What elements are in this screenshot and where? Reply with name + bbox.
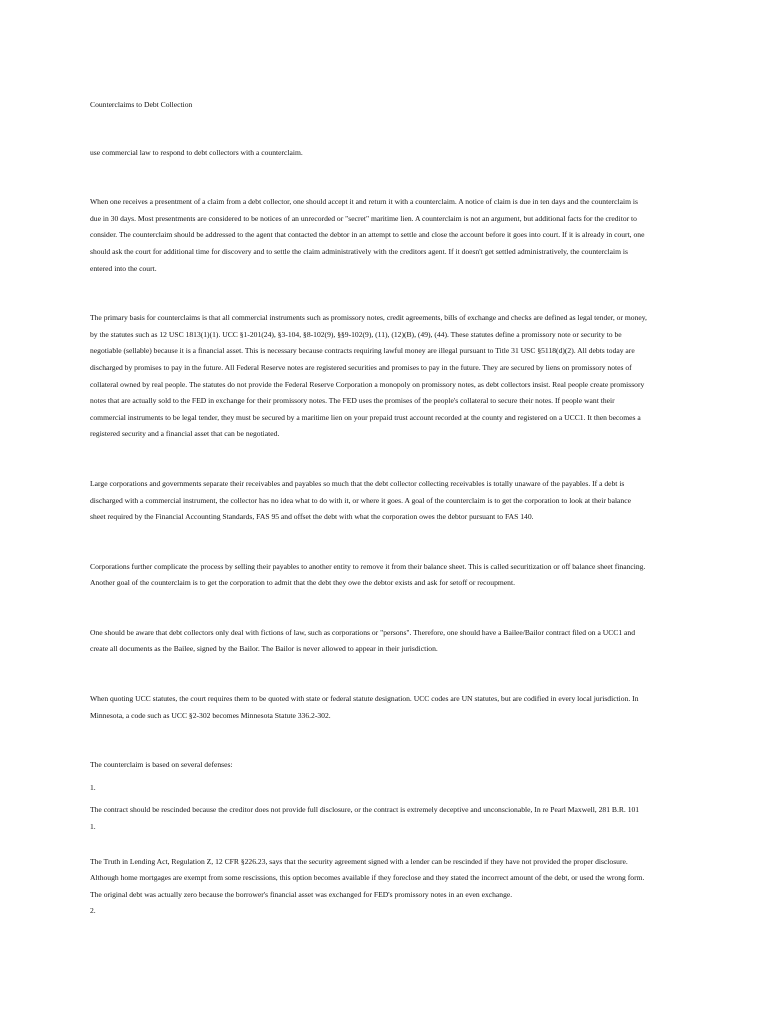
paragraph-ucc-statutes bbox=[90, 691, 680, 724]
paragraph-defenses-intro bbox=[90, 757, 680, 774]
text-line: notes that are actually sold to the FED in exchange for their promissory notes. The FED uses the promises of the people's collateral to secure their notes. If people want their bbox=[90, 396, 615, 406]
text-line: The original debt was actually zero because the borrower's financial asset was exchanged for FED's promissory notes in an even exchange. bbox=[90, 889, 513, 899]
text-line: discharged with a commercial instrument, the collector has no idea what to do with it, or where it goes. A goal of the counterclaim is to get the corporation to look at their balance bbox=[90, 495, 631, 505]
list-number-1 bbox=[90, 780, 680, 797]
text-line: 2. bbox=[90, 906, 96, 916]
text-line: Minnesota, a code such as UCC §2-302 becomes Minnesota Statute 336.2-302. bbox=[90, 710, 331, 720]
text-line: The primary basis for counterclaims is that all commercial instruments such as promissory notes, credit agreements, bills of exchange and checks are defined as legal tender, or money, bbox=[90, 313, 647, 323]
document-page bbox=[90, 97, 680, 926]
paragraph-primary-basis bbox=[90, 310, 680, 443]
text-line: due in 30 days. Most presentments are considered to be notices of an unrecorded or "secret" maritime lien. A counterclaim is not an argument, but additional facts for the creditor to bbox=[90, 213, 637, 223]
text-line: should ask the court for additional time for discovery and to settle the claim administratively with the creditors agent. If it doesn't get settled administratively, the counterclaim is bbox=[90, 246, 628, 256]
text-line: The counterclaim is based on several defenses: bbox=[90, 760, 233, 770]
text-line: Corporations further complicate the process by selling their payables to another entity to remove it from their balance sheet. This is called securitization or off balance sheet financing. bbox=[90, 561, 646, 571]
text-line: registered security and a financial asset that can be negotiated. bbox=[90, 429, 280, 439]
text-line: 1. bbox=[90, 822, 96, 832]
text-line: create all documents as the Bailee, signed by the Bailor. The Bailor is never allowed to appear in their jurisdiction. bbox=[90, 644, 438, 654]
text-line: negotiable (sellable) because it is a financial asset. This is necessary because contracts requiring lawful money are illegal pursuant to Title 31 USC §5118(d)(2). All debts today are bbox=[90, 346, 635, 356]
text-line: commercial instruments to be legal tender, they must be secured by a maritime lien on your prepaid trust account recorded at the county and registered on a UCC1. It then becomes a bbox=[90, 412, 641, 422]
document-title: Counterclaims to Debt Collection bbox=[90, 100, 193, 109]
text-line: The contract should be rescinded because the creditor does not provide full disclosure, or the contract is extremely deceptive and unconscionable, In re Pearl Maxwell, 281 B.R. 101 bbox=[90, 805, 640, 815]
text-line: Another goal of the counterclaim is to get the corporation to admit that the debt they owe the debtor exists and ask for setoff or recoupment. bbox=[90, 578, 515, 588]
paragraph-large-corporations bbox=[90, 476, 680, 526]
paragraph-truth-in-lending bbox=[90, 854, 680, 920]
text-line: discharged by promises to pay in the future. All Federal Reserve notes are registered securities and promises to pay in the future. They are secured by liens on promissory notes of bbox=[90, 362, 632, 372]
paragraph-rescission bbox=[90, 802, 680, 835]
text-line: When one receives a presentment of a claim from a debt collector, one should accept it and return it with a counterclaim. A notice of claim is due in ten days and the counterclaim is bbox=[90, 197, 638, 207]
text-line: by the statutes such as 12 USC 1813(1)(1). UCC §1-201(24), §3-104, §8-102(9), §§9-102(9), (11), (12)(B), (49), (44). These statutes define a promissory note or security to be bbox=[90, 329, 622, 339]
text-line: One should be aware that debt collectors only deal with fictions of law, such as corporations or "persons". Therefore, one should have a Bailee/Bailor contract filed on a UCC1 and bbox=[90, 627, 635, 637]
intro-line: use commercial law to respond to debt collectors with a counterclaim. bbox=[90, 147, 303, 157]
text-line: sheet required by the Financial Accounting Standards, FAS 95 and offset the debt with what the corporation owes the debtor pursuant to FAS 140. bbox=[90, 512, 534, 522]
text-line: collateral owned by real people. The statutes do not provide the Federal Reserve Corporation a monopoly on promissory notes, as debt collectors insist. Real people create promissory bbox=[90, 379, 645, 389]
text-line: consider. The counterclaim should be addressed to the agent that contacted the debtor in an attempt to settle and close the account before it goes into court. If it is already in court, one bbox=[90, 230, 645, 240]
text-line: 1. bbox=[90, 782, 96, 792]
text-line: When quoting UCC statutes, the court requires them to be quoted with state or federal statute designation. UCC codes are UN statutes, but are codified in every local jurisdiction. In bbox=[90, 694, 639, 704]
paragraph-securitization bbox=[90, 559, 680, 592]
paragraph-fictions-of-law bbox=[90, 625, 680, 658]
text-line: The Truth in Lending Act, Regulation Z, 12 CFR §226.23, says that the security agreement signed with a lender can be rescinded if they have not provided the proper disclosure. bbox=[90, 856, 628, 866]
text-line: Although home mortgages are exempt from some rescissions, this option becomes available if they foreclose and they stated the incorrect amount of the debt, or used the wrong form. bbox=[90, 873, 645, 883]
text-line: entered into the court. bbox=[90, 263, 157, 273]
text-line: Large corporations and governments separate their receivables and payables so much that the debt collector collecting receivables is totally unaware of the payables. If a debt is bbox=[90, 478, 625, 488]
paragraph-presentment bbox=[90, 194, 680, 277]
